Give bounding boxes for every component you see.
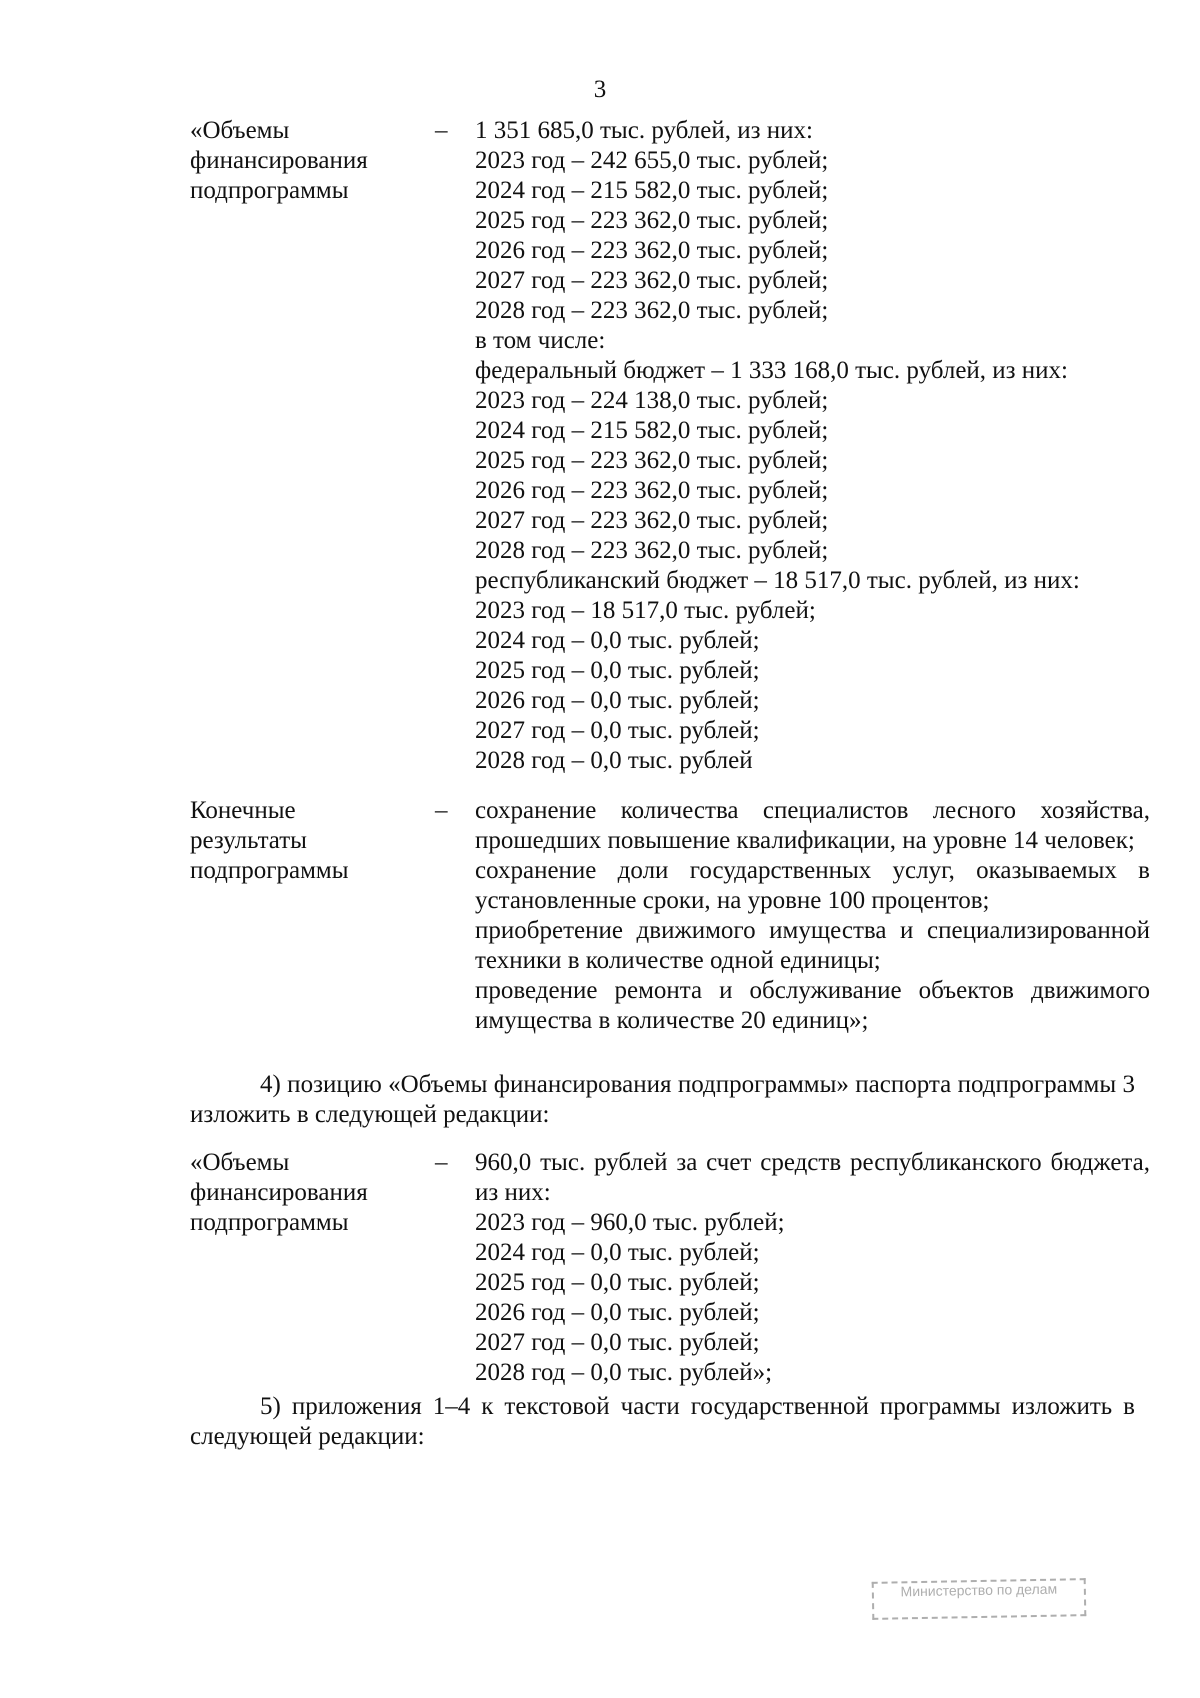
dash-1: – [435, 117, 448, 144]
financing-line: 2028 год – 0,0 тыс. рублей [475, 747, 753, 774]
financing-block-3 [190, 1148, 1150, 1388]
financing-line: 2028 год – 0,0 тыс. рублей»; [475, 1359, 773, 1386]
financing-line: 2026 год – 223 362,0 тыс. рублей; [475, 477, 829, 504]
result-item: сохранение количества специалистов лесного хозяйства, прошедших повышение квалификации, на уровне 14 человек; [475, 797, 1150, 854]
results-label: Конечные результаты подпрограммы [190, 797, 349, 884]
page-number: 3 [593, 76, 607, 103]
dash-2: – [435, 797, 448, 824]
paragraph-5 [190, 1392, 1135, 1452]
financing-line: 2025 год – 223 362,0 тыс. рублей; [475, 447, 829, 474]
financing-line: 2025 год – 0,0 тыс. рублей; [475, 1269, 760, 1296]
result-item: приобретение движимого имущества и специализированной техники в количестве одной единицы; [475, 917, 1150, 974]
paragraph-4 [190, 1070, 1135, 1130]
financing-line: 2024 год – 0,0 тыс. рублей; [475, 627, 760, 654]
result-item: сохранение доли государственных услуг, оказываемых в установленные сроки, на уровне 100 процентов; [475, 857, 1150, 914]
financing-block-1 [190, 116, 1150, 776]
financing-line: республиканский бюджет – 18 517,0 тыс. рублей, из них: [475, 567, 1080, 594]
financing-line: 1 351 685,0 тыс. рублей, из них: [475, 117, 813, 144]
results-paragraphs [475, 796, 1150, 1036]
financing-line: 2025 год – 0,0 тыс. рублей; [475, 657, 760, 684]
stamp-text: Министерство по делам [900, 1580, 1058, 1600]
financing-line: 2023 год – 18 517,0 тыс. рублей; [475, 597, 816, 624]
financing-line: 2028 год – 223 362,0 тыс. рублей; [475, 297, 829, 324]
dash-3: – [435, 1149, 448, 1176]
financing-line: 2027 год – 223 362,0 тыс. рублей; [475, 507, 829, 534]
result-item: проведение ремонта и обслуживание объектов движимого имущества в количестве 20 единиц»; [475, 977, 1150, 1034]
financing-line: федеральный бюджет – 1 333 168,0 тыс. рублей, из них: [475, 357, 1069, 384]
financing-line: 2024 год – 215 582,0 тыс. рублей; [475, 177, 829, 204]
financing-line: 2026 год – 0,0 тыс. рублей; [475, 1299, 760, 1326]
paragraph-4-text: 4) позицию «Объемы финансирования подпрограммы» паспорта подпрограммы 3 изложить в следующей редакции: [190, 1071, 1135, 1128]
financing-lines-1 [475, 116, 1150, 776]
financing-label-3: «Объемы финансирования подпрограммы [190, 1149, 368, 1236]
financing-line: в том числе: [475, 327, 606, 354]
financing-line: 2023 год – 242 655,0 тыс. рублей; [475, 147, 829, 174]
results-block [190, 796, 1150, 1036]
financing-label-1: «Объемы финансирования подпрограммы [190, 117, 368, 204]
financing-line: 2023 год – 960,0 тыс. рублей; [475, 1209, 785, 1236]
financing-line: 2028 год – 223 362,0 тыс. рублей; [475, 537, 829, 564]
financing-first-line: 960,0 тыс. рублей за счет средств республиканского бюджета, из них: [475, 1149, 1150, 1206]
financing-line: 2025 год – 223 362,0 тыс. рублей; [475, 207, 829, 234]
financing-line: 2027 год – 223 362,0 тыс. рублей; [475, 267, 829, 294]
financing-line: 2026 год – 0,0 тыс. рублей; [475, 687, 760, 714]
financing-line: 2024 год – 215 582,0 тыс. рублей; [475, 417, 829, 444]
financing-line: 2027 год – 0,0 тыс. рублей; [475, 1329, 760, 1356]
financing-line: 2026 год – 223 362,0 тыс. рублей; [475, 237, 829, 264]
financing-line: 2027 год – 0,0 тыс. рублей; [475, 717, 760, 744]
paragraph-5-text: 5) приложения 1–4 к текстовой части государственной программы изложить в следующей редакции: [190, 1393, 1135, 1450]
financing-lines-3 [475, 1148, 1150, 1388]
registration-stamp [872, 1578, 1087, 1620]
financing-line: 2023 год – 224 138,0 тыс. рублей; [475, 387, 829, 414]
financing-line: 2024 год – 0,0 тыс. рублей; [475, 1239, 760, 1266]
